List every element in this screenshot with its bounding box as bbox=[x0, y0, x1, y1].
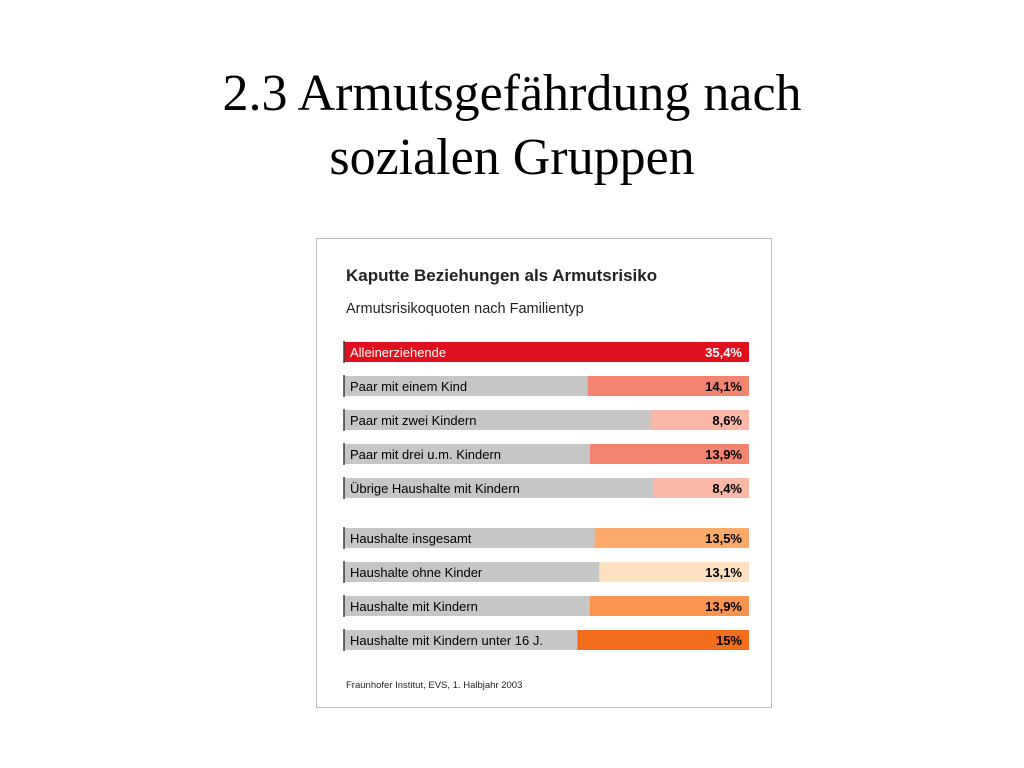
bar-value-label: 8,6% bbox=[712, 413, 742, 428]
bar-label: Haushalte ohne Kinder bbox=[350, 565, 483, 580]
chart-subtitle: Armutsrisikoquoten nach Familientyp bbox=[346, 301, 584, 317]
bar-value-label: 13,9% bbox=[705, 447, 742, 462]
bar-label: Haushalte mit Kindern unter 16 J. bbox=[350, 633, 543, 648]
bar-label: Paar mit einem Kind bbox=[350, 379, 468, 394]
chart-panel bbox=[316, 238, 772, 708]
bar-value-label: 8,4% bbox=[712, 481, 742, 496]
bar-label: Alleinerziehende bbox=[350, 345, 447, 360]
bar-value-label: 13,5% bbox=[705, 531, 742, 546]
chart-title: Kaputte Beziehungen als Armutsrisiko bbox=[346, 266, 658, 285]
bar-chart bbox=[317, 239, 771, 707]
bar-label: Haushalte mit Kindern bbox=[350, 599, 478, 614]
slide-title-line-2: sozialen Gruppen bbox=[329, 129, 695, 186]
bar-value-label: 15% bbox=[715, 633, 742, 648]
bar-label: Haushalte insgesamt bbox=[350, 531, 472, 546]
bar-label: Paar mit zwei Kindern bbox=[350, 413, 477, 428]
slide-title bbox=[0, 62, 1024, 190]
bar-label: Übrige Haushalte mit Kindern bbox=[350, 481, 520, 496]
bar-value-label: 14,1% bbox=[705, 379, 742, 394]
bar-value-label: 35,4% bbox=[705, 345, 742, 360]
chart-source: Fraunhofer Institut, EVS, 1. Halbjahr 2003 bbox=[346, 680, 523, 691]
bar-label: Paar mit drei u.m. Kindern bbox=[350, 447, 502, 462]
bar-value-label: 13,1% bbox=[705, 565, 742, 580]
bar-value-label: 13,9% bbox=[705, 599, 742, 614]
slide-title-line-1: 2.3 Armutsgefährdung nach bbox=[222, 65, 802, 122]
